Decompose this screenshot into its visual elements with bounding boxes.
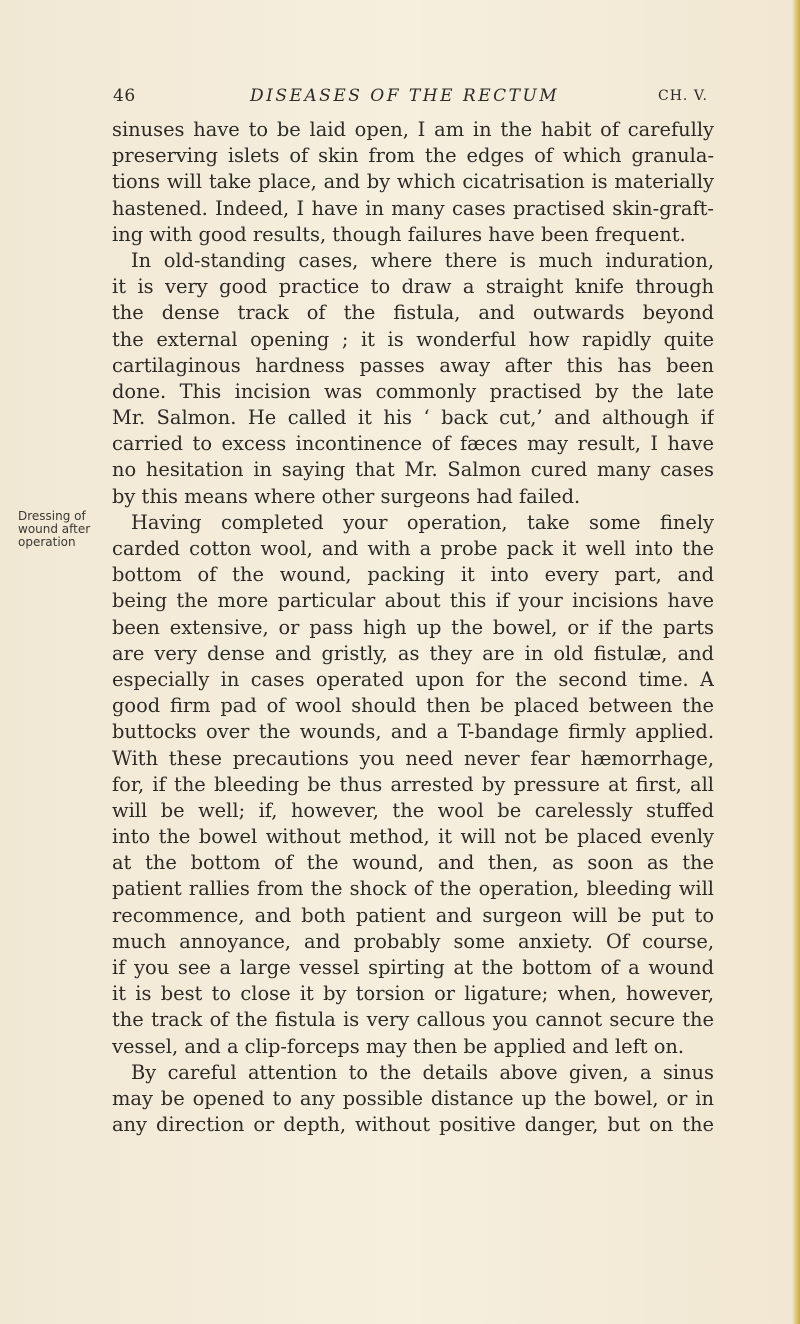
text-line: the track of the fistula is very callous you cannot secure the (112, 1008, 714, 1032)
margin-note (18, 510, 98, 549)
text-line: ing with good results, though failures have been frequent. (112, 222, 686, 246)
text-line: preserving islets of skin from the edges of which granula- (112, 144, 714, 168)
text-line: the dense track of the fistula, and outwards beyond (112, 301, 714, 325)
text-line: being the more particular about this if your incisions have (112, 589, 714, 613)
text-line: may be opened to any possible distance up the bowel, or in (112, 1086, 714, 1110)
text-line: it is very good practice to draw a straight knife through (112, 275, 714, 299)
running-title: DISEASES OF THE RECTUM (250, 86, 560, 106)
margin-note-line: Dressing of (18, 509, 86, 523)
paragraph-start-line: In old-standing cases, where there is much induration, (131, 248, 714, 272)
paragraph-start-line: By careful attention to the details above given, a sinus (131, 1060, 714, 1084)
text-line: no hesitation in saying that Mr. Salmon cured many cases (112, 458, 714, 482)
body-text (112, 117, 714, 1138)
text-line: much annoyance, and probably some anxiety. Of course, (112, 929, 714, 953)
text-line: good firm pad of wool should then be placed between the (112, 694, 714, 718)
text-line: buttocks over the wounds, and a T-bandage firmly applied. (112, 720, 714, 744)
text-line: patient rallies from the shock of the operation, bleeding will (112, 877, 714, 901)
margin-note-line: operation (18, 535, 76, 549)
margin-note-line: wound after (18, 522, 91, 536)
text-line: the external opening ; it is wonderful how rapidly quite (112, 327, 714, 351)
text-line: recommence, and both patient and surgeon will be put to (112, 903, 714, 927)
text-line: With these precautions you need never fear hæmorrhage, (112, 746, 714, 770)
text-line: carried to excess incontinence of fæces may result, I have (112, 432, 714, 456)
text-line: by this means where other surgeons had failed. (112, 484, 581, 508)
running-head (100, 86, 800, 112)
page-number: 46 (113, 86, 136, 106)
text-line: for, if the bleeding be thus arrested by pressure at first, all (112, 772, 714, 796)
text-line: cartilaginous hardness passes away after this has been (112, 353, 714, 377)
text-line: any direction or depth, without positive danger, but on the (112, 1113, 714, 1137)
text-line: are very dense and gristly, as they are in old fistulæ, and (112, 641, 714, 665)
text-line: carded cotton wool, and with a probe pack it well into the (112, 537, 714, 560)
text-line: vessel, and a clip-forceps may then be applied and left on. (112, 1034, 685, 1058)
text-line: at the bottom of the wound, and then, as soon as the (112, 851, 714, 875)
text-line: if you see a large vessel spirting at the bottom of a wound (112, 956, 714, 979)
text-line: into the bowel without method, it will not be placed evenly (112, 825, 714, 849)
chapter-reference: CH. V. (658, 88, 708, 104)
text-line: hastened. Indeed, I have in many cases practised skin-graft- (112, 196, 714, 220)
text-line: bottom of the wound, packing it into every part, and (112, 563, 714, 587)
text-line: will be well; if, however, the wool be carelessly stuffed (112, 798, 714, 822)
text-line: done. This incision was commonly practised by the late (112, 379, 714, 403)
text-line: tions will take place, and by which cicatrisation is materially (112, 170, 714, 194)
text-line: sinuses have to be laid open, I am in the habit of carefully (112, 118, 714, 141)
paragraph-start-line: Having completed your operation, take some finely (131, 510, 714, 534)
text-line: been extensive, or pass high up the bowel, or if the parts (112, 615, 714, 639)
text-line: it is best to close it by torsion or ligature; when, however, (112, 982, 714, 1006)
page-edge (792, 0, 800, 1324)
text-line: especially in cases operated upon for the second time. A (112, 667, 714, 691)
text-line: Mr. Salmon. He called it his ‘ back cut,’ and although if (112, 406, 714, 430)
